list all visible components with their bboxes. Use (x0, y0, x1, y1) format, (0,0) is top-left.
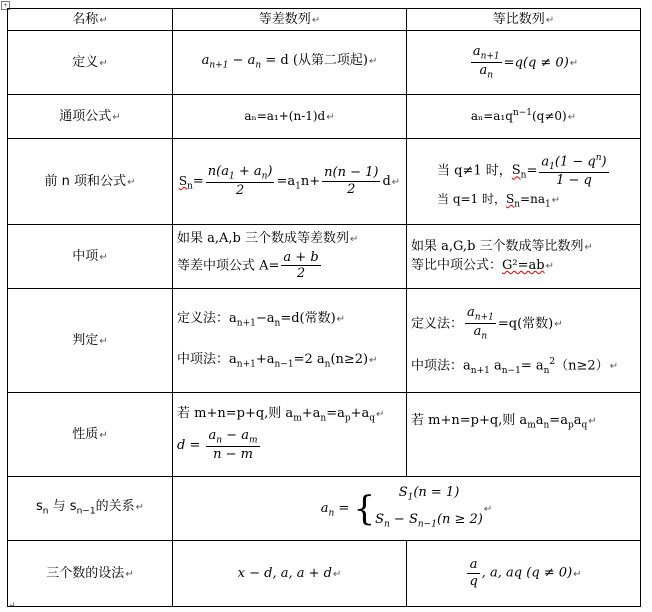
label-relation: $s_n$ 与 $s_{n-1}$的关系↵ (8, 477, 173, 541)
relation-formula: $a_n$ = { $S_1(n = 1)$ $S_n - S_{n-1}(n$ ≥ 2)↵ (173, 477, 641, 541)
label-property: 性质↵ (8, 393, 173, 477)
label-three-numbers: 三个数的设法↵ (8, 541, 173, 607)
trailing-paragraph-mark: ↵ (8, 601, 16, 611)
row-three-numbers (8, 541, 641, 607)
geo-property: 若 m+n=p+q,则 $a_ma_n=a_pa_q↵$ (407, 393, 641, 477)
arith-sum: $S_n=$ $\frac{n(a_1 + a_n)}{2}$ $=a_1n+$ $\frac{n(n - 1)}{2}$ d↵ (173, 139, 407, 225)
geo-definition: $\frac{a_{n+1}}{a_n}$ =q(q ≠ 0)↵ (407, 31, 641, 95)
arith-general-term: aₙ=a₁+(n-1)d↵ (173, 95, 407, 139)
label-definition: 定义↵ (8, 31, 173, 95)
arith-three-numbers: x − d, a, a + d↵ (173, 541, 407, 607)
arith-property: 若 m+n=p+q,则 $a_m+a_n=a_p+a_q↵$ d = $\frac{a_n - a_m}{n - m}$ (173, 393, 407, 477)
header-name: 名称↵ (8, 9, 173, 31)
row-property (8, 393, 641, 477)
geo-middle: 如果 a,G,b 三个数成等比数列↵ 等比中项公式：G²=ab↵ (407, 225, 641, 289)
label-judgement: 判定↵ (8, 289, 173, 393)
row-sum (8, 139, 641, 225)
row-general-term (8, 95, 641, 139)
header-row (8, 9, 641, 31)
geo-general-term: $a_n=a_1q^{n-1}(q\ne 0)↵$ (407, 95, 641, 139)
row-relation (8, 477, 641, 541)
arith-judgement: 定义法：$a_{n+1}-a_n=d$(常数)↵ 中项法：$a_{n+1}+a_{n-1}=2$ $a_n(n\ge 2)↵$ (173, 289, 407, 393)
arith-definition: $a_{n+1} - a_n = d$ (从第二项起)↵ (173, 31, 407, 95)
label-middle: 中项↵ (8, 225, 173, 289)
row-judgement (8, 289, 641, 393)
geo-three-numbers: $\frac{a}{q}$ , a, aq (q ≠ 0)↵ (407, 541, 641, 607)
sequence-comparison-table (7, 8, 641, 607)
label-general-term: 通项公式↵ (8, 95, 173, 139)
table-move-handle[interactable]: + (2, 2, 9, 9)
header-geometric: 等比数列↵ (407, 9, 641, 31)
geo-judgement: 定义法： $\frac{a_{n+1}}{a_n}$ =q(常数)↵ 中项法：$a_{n+1}$ $a_{n-1}=$ $a_n^2(n\ge 2)↵$ (407, 289, 641, 393)
row-middle (8, 225, 641, 289)
geo-sum: 当 q≠1 时，$S_n=$ $\frac{a_1(1 - q^n)}{1 - q}$ 当 q=1 时，$S_n=na_1↵$ (407, 139, 641, 225)
label-sum: 前 n 项和公式↵ (8, 139, 173, 225)
arith-middle: 如果 a,A,b 三个数成等差数列↵ 等差中项公式 A= $\frac{a + b}{2}$ (173, 225, 407, 289)
header-arithmetic: 等差数列↵ (173, 9, 407, 31)
row-definition (8, 31, 641, 95)
